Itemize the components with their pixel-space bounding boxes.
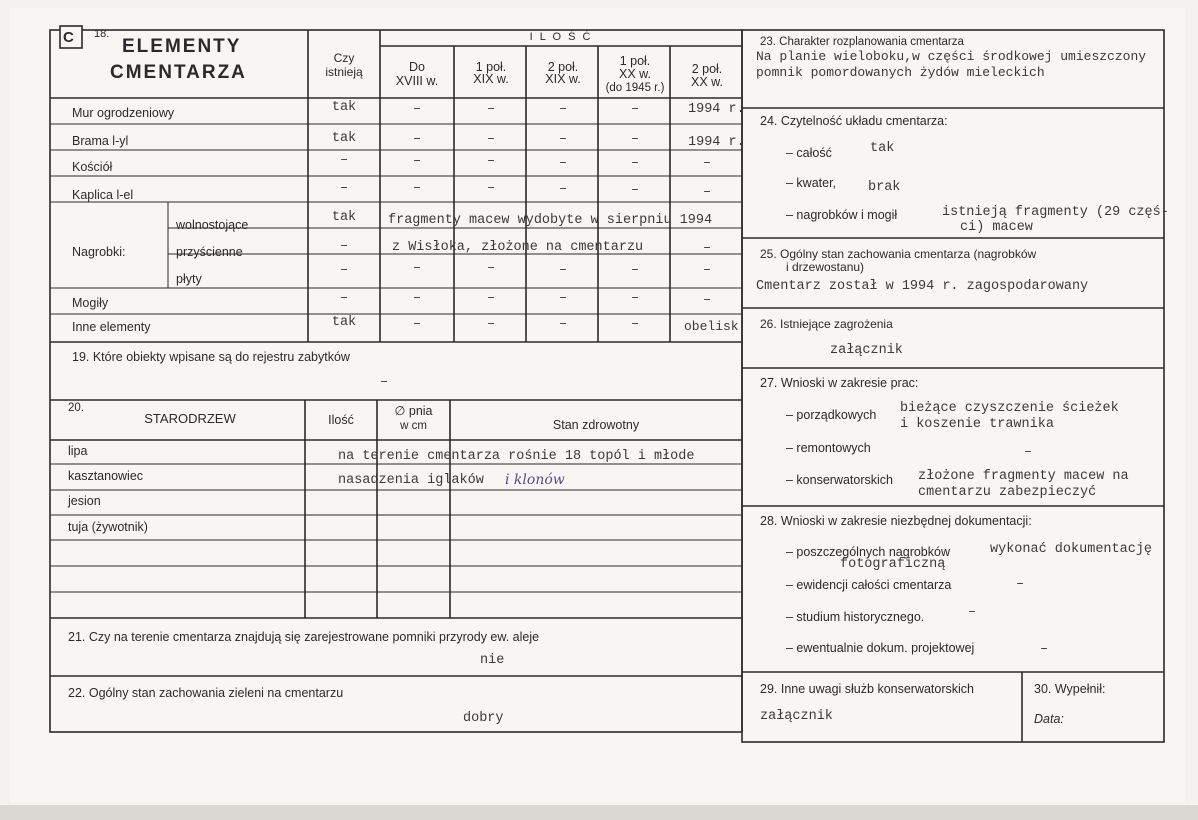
cell-value: – xyxy=(558,102,568,117)
row-label: Inne elementy xyxy=(72,320,151,334)
cell-value: 1994 r. xyxy=(688,102,745,117)
s28-a-value-line1: wykonać dokumentację xyxy=(990,542,1153,557)
s25-value: Cmentarz został w 1994 r. zagospodarowany xyxy=(756,279,1089,294)
col-header-l1: 1 poł. xyxy=(475,60,507,74)
s18-czy-label: Czy xyxy=(333,51,355,65)
sub-row-label: wolnostojące xyxy=(176,218,249,232)
s24-nagrobkow-value-line2: ci) macew xyxy=(960,220,1033,235)
section-letter: C xyxy=(63,29,74,46)
s29-value: załącznik xyxy=(760,709,833,724)
cell-value: – xyxy=(630,132,640,147)
s21-label: 21. Czy na terenie cmentarza znajdują się zarejestrowane pomniki przyrody ew. aleje xyxy=(68,630,540,644)
tree-label: lipa xyxy=(68,444,88,458)
cell-value: – xyxy=(558,182,568,197)
cell-value: – xyxy=(630,183,640,198)
s20-note-line1: na terenie cmentarza rośnie 18 topól i młode xyxy=(338,449,695,464)
cell-value: tak xyxy=(331,131,357,146)
s23-value-line1: Na planie wieloboku,w części środkowej umieszczony xyxy=(756,49,1147,64)
s20-title: STARODRZEW xyxy=(144,411,236,426)
cell-value: – xyxy=(558,156,568,171)
s28-a-label: – poszczególnych nagrobków xyxy=(786,545,950,559)
cell-value: – xyxy=(702,156,712,171)
cell-value: – xyxy=(486,181,496,196)
cell-value: – xyxy=(339,153,349,168)
s27-kons-value-line2: cmentarzu zabezpieczyć xyxy=(918,485,1097,500)
col-header-l2: XIX w. xyxy=(545,72,581,86)
row-label: Brama l-yl xyxy=(72,134,129,148)
s30-date-label: Data: xyxy=(1034,712,1064,726)
s24-calosc-label: – całość xyxy=(786,146,832,160)
s20-stan-header: Stan zdrowotny xyxy=(552,418,640,432)
s26-value: załącznik xyxy=(830,343,903,358)
cell-value: – xyxy=(702,293,712,308)
cell-value: – xyxy=(486,261,496,276)
s27-porz-label: – porządkowych xyxy=(786,408,877,422)
s20-number: 20. xyxy=(68,402,84,414)
cell-value: – xyxy=(630,263,640,278)
s24-kwater-label: – kwater, xyxy=(786,176,837,190)
cell-value: – xyxy=(339,239,349,254)
tree-label: jesion xyxy=(68,494,101,508)
s30-label: 30. Wypełnił: xyxy=(1034,682,1106,696)
s18-title-line1: ELEMENTY xyxy=(122,36,242,57)
s28-b-label: – ewidencji całości cmentarza xyxy=(786,578,952,592)
sub-row-label: przyścienne xyxy=(176,245,243,259)
cell-value: – xyxy=(339,263,349,278)
tree-label: kasztanowiec xyxy=(68,469,144,483)
row-label: Kościół xyxy=(72,160,113,174)
s19-value: – xyxy=(380,375,389,390)
nagrobki-note-line1: fragmenty macew wydobyte w sierpniu 1994 xyxy=(388,213,713,228)
s27-porz-value-line2: i koszenie trawnika xyxy=(900,417,1054,432)
s22-value: dobry xyxy=(463,711,504,726)
cell-value: – xyxy=(558,132,568,147)
s28-c-label: – studium historycznego. xyxy=(786,610,925,624)
s26-label: 26. Istniejące zagrożenia xyxy=(760,317,893,331)
s25-label-line1: 25. Ogólny stan zachowania cmentarza (nagrobków xyxy=(760,247,1037,261)
s20-pien-header-l1: ∅ pnia xyxy=(394,404,433,418)
s28-c-value: – xyxy=(968,605,977,620)
s23-label: 23. Charakter rozplanowania cmentarza xyxy=(760,36,964,48)
cell-value: – xyxy=(339,291,349,306)
s27-porz-value-line1: bieżące czyszczenie ścieżek xyxy=(900,401,1119,416)
col-header-l2: XX w. xyxy=(691,75,723,89)
s28-d-value: – xyxy=(1040,642,1049,657)
row-label: Kaplica l-el xyxy=(72,188,134,202)
s24-nagrobkow-value-line1: istnieją fragmenty (29 częś- xyxy=(942,205,1169,220)
cell-value: – xyxy=(702,241,712,256)
cell-value: – xyxy=(486,154,496,169)
cell-value: – xyxy=(412,291,422,306)
row-label: Mur ogrodzeniowy xyxy=(72,106,175,120)
s27-kons-label: – konserwatorskich xyxy=(786,473,893,487)
cell-value: – xyxy=(558,317,568,332)
col-header-l3: (do 1945 r.) xyxy=(605,82,665,94)
s21-value: nie xyxy=(480,653,505,668)
cell-value: – xyxy=(630,291,640,306)
nagrobki-label: Nagrobki: xyxy=(72,245,126,259)
s20-pien-header-l2: w cm xyxy=(400,420,427,432)
cell-value: – xyxy=(558,263,568,278)
s20-ilosc-header: Ilość xyxy=(328,413,354,427)
cell-value: – xyxy=(412,102,422,117)
cell-value: – xyxy=(702,185,712,200)
s18-istnieja-label: istnieją xyxy=(325,65,363,79)
s28-a-value-line2: fotograficzną xyxy=(840,557,946,572)
col-header-l1: Do xyxy=(409,60,425,74)
s27-label: 27. Wnioski w zakresie prac: xyxy=(760,376,919,390)
col-header-l1: 1 poł. xyxy=(619,54,651,68)
col-header-l2: XX w. xyxy=(619,67,651,81)
s29-label: 29. Inne uwagi służb konserwatorskich xyxy=(760,682,975,696)
s18-title-line2: CMENTARZA xyxy=(110,62,247,83)
s24-kwater-value: brak xyxy=(868,180,901,195)
cell-value: – xyxy=(412,317,422,332)
cell-value: – xyxy=(412,261,422,276)
s22-label: 22. Ogólny stan zachowania zieleni na cmentarzu xyxy=(68,686,344,700)
sub-row-label: płyty xyxy=(176,272,202,286)
s28-b-value: – xyxy=(1016,577,1025,592)
cell-value: – xyxy=(630,317,640,332)
cell-value: – xyxy=(486,291,496,306)
cell-value: – xyxy=(339,181,349,196)
s24-calosc-value: tak xyxy=(870,141,895,156)
cell-value: – xyxy=(702,263,712,278)
s28-label: 28. Wnioski w zakresie niezbędnej dokumentacji: xyxy=(760,514,1032,528)
cell-value: – xyxy=(486,102,496,117)
tree-label: tuja (żywotnik) xyxy=(68,520,148,534)
col-header-l1: 2 poł. xyxy=(547,60,579,74)
s27-kons-value-line1: złożone fragmenty macew na xyxy=(918,469,1129,484)
s25-label-line2: i drzewostanu) xyxy=(786,260,865,274)
s24-label: 24. Czytelność układu cmentarza: xyxy=(760,114,948,128)
s27-rem-value: – xyxy=(1024,445,1033,460)
col-header-l2: XVIII w. xyxy=(395,74,439,88)
cell-value: – xyxy=(412,132,422,147)
cell-value: – xyxy=(486,317,496,332)
cell-value: tak xyxy=(331,100,357,115)
cell-value: – xyxy=(412,154,422,169)
cell-value: – xyxy=(412,181,422,196)
s18-number: 18. xyxy=(94,28,110,40)
cell-value: – xyxy=(558,291,568,306)
cell-value: tak xyxy=(331,210,357,225)
cell-value: obelisk xyxy=(684,319,739,334)
cell-value: 1994 r. xyxy=(688,135,745,150)
s20-note-line2: nasadzenia iglaków xyxy=(338,473,484,488)
cell-value: – xyxy=(630,102,640,117)
s20-handwritten-note: i klonów xyxy=(505,472,565,488)
cell-value: – xyxy=(630,156,640,171)
col-header-l1: 2 poł. xyxy=(691,62,723,76)
cell-value: – xyxy=(486,132,496,147)
s28-d-label: – ewentualnie dokum. projektowej xyxy=(786,641,975,655)
s18-ilosc-header: I L O Ś Ć xyxy=(529,31,593,43)
nagrobki-note-line2: z Wisłoka, złożone na cmentarzu xyxy=(392,240,644,255)
col-header-l2: XIX w. xyxy=(473,72,509,86)
s23-value-line2: pomnik pomordowanych żydów mieleckich xyxy=(756,65,1045,80)
row-label: Mogiły xyxy=(72,296,109,310)
cell-value: tak xyxy=(331,315,357,330)
s27-rem-label: – remontowych xyxy=(786,441,871,455)
s24-nagrobkow-label: – nagrobków i mogił xyxy=(786,208,898,222)
s19-label: 19. Które obiekty wpisane są do rejestru zabytków xyxy=(72,350,350,364)
